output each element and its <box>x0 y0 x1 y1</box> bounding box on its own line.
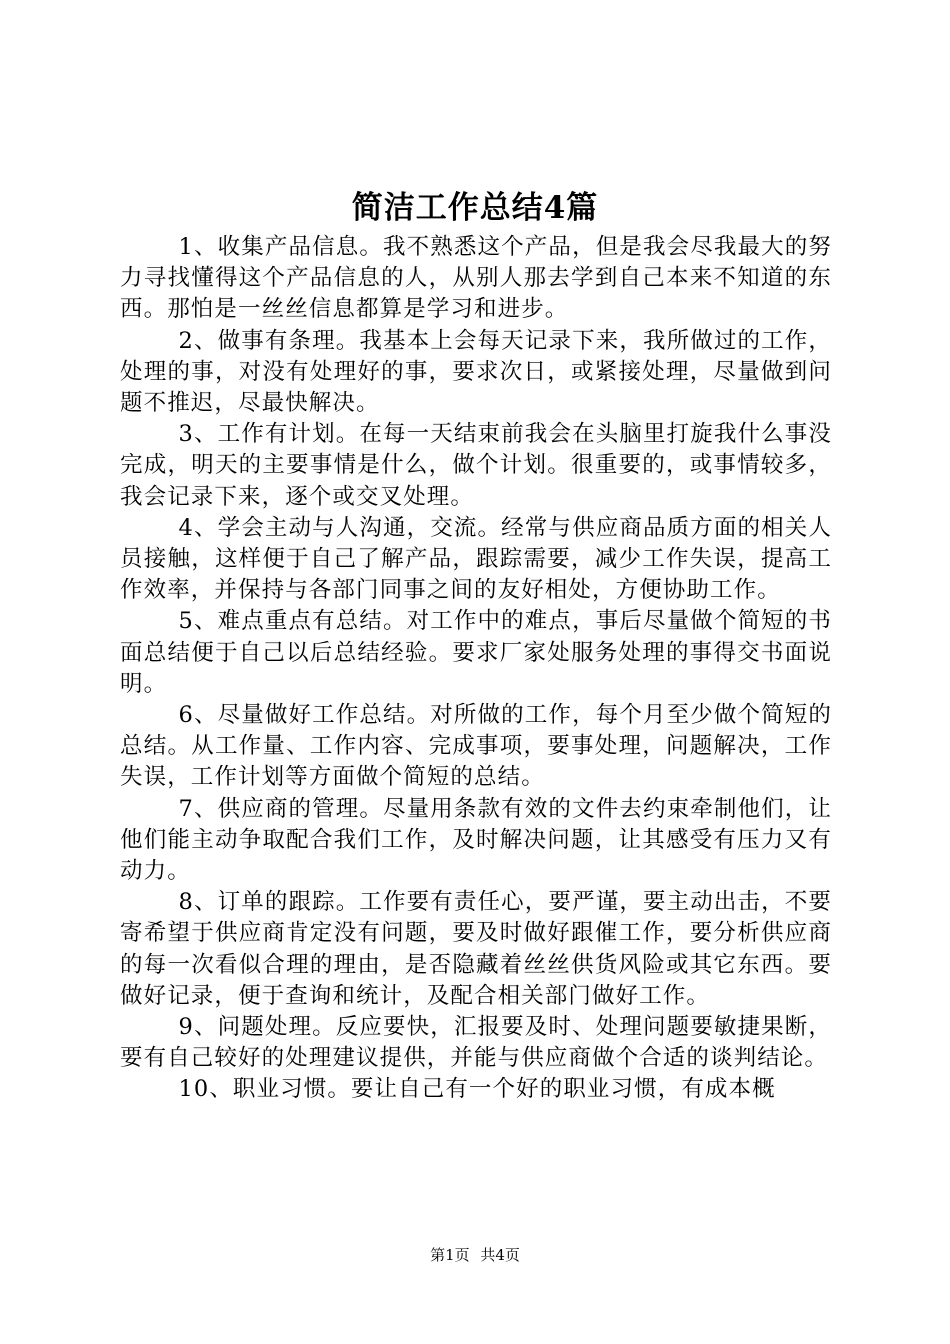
paragraph-6: 6、尽量做好工作总结。对所做的工作，每个月至少做个简短的总结。从工作量、工作内容、完成事项，要事处理，问题解决，工作失误，工作计划等方面做个简短的总结。 <box>120 702 832 791</box>
page-number-current: 第1页 <box>430 1246 470 1264</box>
paragraph-8: 8、订单的跟踪。工作要有责任心，要严谨，要主动出击，不要寄希望于供应商肯定没有问题，要及时做好跟催工作，要分析供应商的每一次看似合理的理由，是否隐藏着丝丝供货风险或其它东西。要做好记录，便于查询和统计，及配合相关部门做好工作。 <box>120 889 832 1009</box>
paragraph-5: 5、难点重点有总结。对工作中的难点，事后尽量做个简短的书面总结便于自己以后总结经验。要求厂家处服务处理的事得交书面说明。 <box>120 608 832 697</box>
paragraph-9: 9、问题处理。反应要快，汇报要及时、处理问题要敏捷果断，要有自己较好的处理建议提供，并能与供应商做个合适的谈判结论。 <box>120 1014 832 1072</box>
paragraph-3: 3、工作有计划。在每一天结束前我会在头脑里打旋我什么事没完成，明天的主要事情是什么，做个计划。很重要的，或事情较多，我会记录下来，逐个或交叉处理。 <box>120 421 832 510</box>
paragraph-4: 4、学会主动与人沟通，交流。经常与供应商品质方面的相关人员接触，这样便于自己了解产品，跟踪需要，减少工作失误，提高工作效率，并保持与各部门同事之间的友好相处，方便协助工作。 <box>120 514 832 604</box>
paragraph-2: 2、做事有条理。我基本上会每天记录下来，我所做过的工作，处理的事，对没有处理好的事，要求次日，或紧接处理，尽量做到问题不推迟，尽最快解决。 <box>120 327 832 417</box>
paragraph-10: 10、职业习惯。要让自己有一个好的职业习惯，有成本概 <box>178 1076 776 1103</box>
paragraph-7: 7、供应商的管理。尽量用条款有效的文件去约束牵制他们，让他们能主动争取配合我们工作，及时解决问题，让其感受有压力又有动力。 <box>120 795 832 885</box>
page-number-total: 共4页 <box>480 1246 520 1264</box>
document-body <box>120 232 832 1106</box>
paragraph-1: 1、收集产品信息。我不熟悉这个产品，但是我会尽我最大的努力寻找懂得这个产品信息的人，从别人那去学到自己本来不知道的东西。那怕是一丝丝信息都算是学习和进步。 <box>120 234 832 323</box>
document-title: 简洁工作总结4篇 <box>351 190 599 226</box>
page-footer <box>0 1244 950 1266</box>
